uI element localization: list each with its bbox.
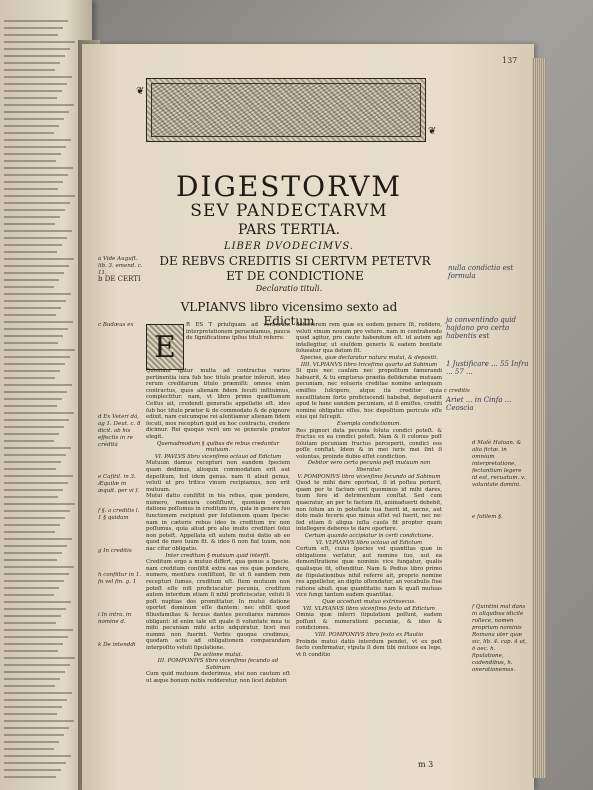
left-page-line [4, 573, 69, 575]
paragraph: IIII. VLPIANVS libro triceſimo quarto ad Sabinum [300, 361, 438, 368]
left-page-line [4, 377, 55, 379]
left-page-line [4, 97, 57, 99]
margin-note-right-d: d Malè Haloan. & alia fictæ. in omnium interpretatione, fectantium legere id est, recuatum. v. voluntate domini. [472, 440, 526, 488]
paragraph: VIII. POMPONIVS libro ſexto ex Plautio [314, 631, 424, 638]
left-page-line [4, 258, 74, 260]
left-page-line [4, 139, 71, 141]
left-page-line [4, 244, 62, 246]
left-page-line [4, 629, 73, 631]
author-heading: VLPIANVS libro vicensimo sexto ad Edictum [180, 300, 398, 328]
margin-note-b: b DE CERTI [98, 275, 141, 283]
left-page-line [4, 566, 74, 568]
left-page-line [4, 314, 56, 316]
rubric-heading: DE REBVS CREDITIS SI CERTVM PETETVR ET DE CONDICTIONE [159, 254, 431, 283]
left-page-line [4, 440, 54, 442]
handwritten-note-3: 1 Justificare ... 55 Infra ... 57 ... [446, 360, 529, 376]
declaratio-heading: Declaratio tituli. [255, 284, 323, 293]
paragraph: Mutui datio conſiſtit in his rebus, quæ pondere, numero, mensura conſiſtunt, quoniam eorum datione poſſumus in creditum ire, quia in genere ſuo functionem recipiunt per ſolutionem quam ſpecie: nam in cæteris rebus ideo in creditum ire non poſſumus, quia aliud pro alio inuito creditori ſolui non poteſt. Appellata eſt autem mutui datio ab eo quod de meo tuum fit. & ideo ſi non fiat tuum, non nac citur obligatio. [146, 493, 290, 553]
left-page-line [4, 482, 68, 484]
left-page-line [4, 559, 57, 561]
left-page-line [4, 447, 71, 449]
left-page-line [4, 342, 58, 344]
ornament-right: ❦ [428, 126, 437, 137]
left-page-line [4, 601, 71, 603]
margin-note-c: c Budæus ex [98, 322, 134, 328]
handwritten-note-2: ja conventindo quid hajdano pro certo habentis est [446, 316, 517, 340]
left-page-line [4, 209, 65, 211]
handwritten-note-4: Ariet ... in Cinfa ... Ceoscia [446, 396, 512, 412]
left-page-line [4, 503, 75, 505]
left-page-line [4, 664, 70, 666]
margin-note-right-c: c creditis [444, 388, 470, 394]
left-page-line [4, 20, 68, 22]
paragraph: Certum eſt, cuius ſpecies vel quantitas quæ in obligatione verſatur, aut nomine ſuo, aut ea demonſtratione quæ nominis vice fungatur, qualis qualisque ſit, oſtenditur. Nam & Pedius libro primo de ſiipulationibus nihil referre ait, proprio nomine res appelletur, an digito oſtendatur, an vocabulis ſiue ratione abuſi. quæ quantitatis: nam & quaſi mutuas vice fungi tantum eadem quantitas. [296, 546, 442, 599]
paragraph: Inter creditum § mutuum quid interſit. [165, 552, 271, 559]
left-page-line [4, 167, 73, 169]
left-page-line [4, 706, 62, 708]
paragraph: Certum quando accipiatur in certi condictione. [304, 533, 434, 539]
left-page-line [4, 678, 60, 680]
left-page-line [4, 230, 72, 232]
left-page-line [4, 412, 74, 414]
paragraph: Omnia quæ inferri ſiipulationi poſſunt, eadem poſſunt & numerationi pecuniæ, & ideo & condiciones. [296, 612, 442, 632]
left-page-line [4, 608, 66, 610]
left-page-line [4, 405, 57, 407]
left-page-line [4, 748, 54, 750]
paragraph: III. POMPONIVS libro vicenſimo ſecundo ad Sabinum [157, 658, 279, 671]
paragraph: R ES T priuſquam ad verborum interpretationem perueniamus, pauca de ſignificatione ipſius tituli referre. [186, 322, 290, 342]
left-page-line [4, 160, 56, 162]
left-page-line [4, 496, 58, 498]
left-page-line [4, 335, 63, 337]
text-column-right [296, 322, 442, 758]
paragraph: deteriorem rem quæ ex eodem genere ſit, reddere, veluti vinum nouum pro vetere. nam in contrahendo quod agitur, pro cauto habendum eſt. id autem agi intellegitur, ut eiuſdem generis & eadem bonitate ſolueatur qua datum ſit. [296, 322, 442, 355]
left-page-line [4, 118, 64, 120]
left-page-line [4, 55, 65, 57]
paragraph: VI. PAVLVS libro vicenſimo octauo ad Edictum [154, 453, 282, 460]
margin-note-h: h confiitur in 1. fo vel fin. g. 1 [98, 572, 142, 585]
left-page-line [4, 454, 66, 456]
left-page-line [4, 720, 74, 722]
paragraph: Exempla condictionum. [336, 420, 402, 427]
paragraph: Debitor vero certa pecunia peſt mutuum non liberatur. [307, 460, 431, 474]
left-page-line [4, 27, 63, 29]
left-page-line [4, 181, 63, 183]
left-page-line [4, 622, 56, 624]
left-page-line [4, 41, 75, 43]
left-page-line [4, 216, 60, 218]
left-page-line [4, 223, 55, 225]
left-page-line [4, 524, 60, 526]
left-page-line [4, 391, 67, 393]
left-page-line [4, 321, 73, 323]
left-page-line [4, 370, 60, 372]
left-page-line [4, 741, 59, 743]
left-page-line [4, 146, 66, 148]
left-page-line [4, 153, 61, 155]
left-page-line [4, 685, 55, 687]
title-line-1: DIGESTORVM [175, 170, 403, 203]
left-page-line [4, 755, 71, 757]
left-page-line [4, 489, 63, 491]
left-page-line [4, 125, 59, 127]
left-page-line [4, 356, 70, 358]
left-page-line [4, 734, 64, 736]
paragraph: Creditum ergo a mutuo differt, qua genus a ſpecie. nam creditum conſiſtit extra eas res quæ pondere, numero, menſura conſiſtunt, ſic ut ſi eandem rem recepturi ſumus, creditum eſt. Item mutuum non poteſt eſſe niſi proficiscatur pecunia, creditum autem interdum etiam ſi nihil proficiscatur, veluti ſi poſt nuptias dos promittatur. In mutui datione oportet dominum eſſe dantem: nec obſit quod filiusfamilias & ſeruus dantes peculiares nummos obligant: id enim tale eſt quale ſi voluntate mea tu mihi pecuniam mihi actio adquiratur, licet mei nummi non fuerint. Verbis quoque credimus, quodam actu ad obligationem comparandam interpoſito veluti ſipulatione. [146, 559, 290, 651]
left-page-line [4, 545, 67, 547]
liber-heading: LIBER DVODECIMVS. [223, 241, 355, 252]
left-page-line [4, 398, 62, 400]
margin-note-f: f §. a creditis l. 1 § quidam [98, 508, 140, 521]
left-page-line [4, 510, 70, 512]
left-page-line [4, 328, 68, 330]
left-page-line [4, 195, 75, 197]
paragraph: Si quis nec cauſam nec propoſitum fænerandi habuerit, & tu empturus prædia deſideratæ mutuam pecuniam, nec volueris creditae nomine antequam emiſſes ſuſcipere, atque ita creditor quia neceſſitatem forte proficiscendi habebat, depoſuerit apud te hanc eandem pecuniam, ut ſi emiſſes, crediti nomine obligatus eſſes, hoc depoſitum periculo eſſe eius qui ſuſcepit. [296, 368, 442, 421]
left-page-line [4, 538, 72, 540]
left-page-line [4, 307, 61, 309]
decorated-initial: E [146, 324, 184, 370]
left-page-line [4, 293, 71, 295]
left-page-line [4, 643, 63, 645]
left-page-line [4, 300, 66, 302]
left-page-line [4, 76, 72, 78]
left-page-line [4, 202, 70, 204]
margin-note-e: e Caſitil. in 3. Æquilæ in æquit. per vi f. [98, 474, 140, 494]
left-page-line [4, 727, 69, 729]
engraved-banner [146, 78, 426, 142]
left-page-line [4, 650, 58, 652]
margin-note-right-f: f Quintini mal dans in aliquibus idicile rollece, nomen proprium nominis Romana uter quæ sic, lib. 4. cap. 4 ut, ö aec. h. fipulatione, cadendibus, h. onerationemas. [472, 604, 527, 673]
left-page-line [4, 762, 66, 764]
paragraph: V. POMPONIVS libro vicenſimo ſecundo ad Sabinum [297, 473, 441, 480]
left-page-line [4, 251, 57, 253]
page-edges [532, 58, 546, 778]
left-page-line [4, 461, 61, 463]
left-page-line [4, 188, 58, 190]
margin-note-d: d Ex Veteri dá, ag 1. Deut. c. 8 dicit. ab his effectis in re créditá [98, 414, 141, 448]
paragraph: VI. VLPIANVS libro octauo ad Edictum [315, 539, 423, 546]
left-page-line [4, 90, 62, 92]
paragraph: Quæ accedunt mutuo extrinsecus. [322, 598, 416, 605]
left-page-line [4, 615, 61, 617]
left-page-line [4, 552, 62, 554]
left-page-line [4, 776, 56, 778]
left-page-line [4, 237, 67, 239]
signature-mark: m 3 [418, 760, 434, 769]
margin-note-i: i In intra. in nomine d. [98, 612, 132, 625]
left-page-line [4, 636, 68, 638]
left-page-line [4, 69, 55, 71]
left-page-line [4, 699, 67, 701]
left-page-line [4, 279, 59, 281]
ornament-left: ❦ [136, 86, 145, 97]
left-page-line [4, 111, 69, 113]
page-number: 137 [502, 56, 518, 65]
paragraph: De actione mutui. [193, 651, 243, 658]
left-page-line [4, 587, 59, 589]
paragraph: Cum quid mutuum dederimus, etsi non cautum eſt ut æque bonum nobis redderetur, non licet debitori [146, 671, 290, 684]
left-page-line [4, 580, 64, 582]
margin-note-right-e: e fatilem §. [472, 514, 503, 520]
left-page-line [4, 531, 55, 533]
left-page-line [4, 475, 73, 477]
left-page-line [4, 349, 75, 351]
margin-note-g: g In creditis [98, 548, 132, 554]
handwritten-note-1: nulla condictio est formula [448, 264, 514, 280]
left-page-line [4, 517, 65, 519]
left-page-line [4, 671, 65, 673]
left-page-line [4, 657, 75, 659]
left-page-line [4, 265, 69, 267]
left-page-line [4, 34, 58, 36]
paragraph: VII. VLPIANVS libro vicenſimo ſexto ad Edictum [303, 605, 435, 612]
left-page-line [4, 419, 69, 421]
margin-note-a: a Vide Auguſt. lib. 3. emend. c. 11. [98, 256, 143, 276]
left-page-line [4, 468, 56, 470]
title-line-3: PARS TERTIA. [237, 222, 341, 238]
left-page-line [4, 83, 67, 85]
left-page-line [4, 286, 54, 288]
left-page-line [4, 363, 65, 365]
title-line-2: SEV PANDECTARVM [190, 201, 388, 221]
left-page-line [4, 104, 74, 106]
paragraph: Mutuum damus recepturi non eandem ſpeciem quam dedimus, alioquin commodatum erit aut depoſitum, ſed idem genus. nam ſi aliud genus, veluti ut pro tritico vinum recipiamus, non erit mutuum. [146, 460, 290, 493]
left-page-line [4, 48, 70, 50]
left-page-line [4, 692, 72, 694]
left-page-line [4, 132, 54, 134]
left-page-line [4, 426, 64, 428]
left-page-line [4, 594, 54, 596]
paragraph: Res pignori data pecunia ſoluta condici poteſt. & fructus ex ea condici poteſt. Nam & ſi colonus poſt ſolutam pecuniam fructus perceperit, condici eos poſſe conſtat. Idem & in mei iuris mei ſint ſi voluntas, proinde dubio eſſet condiction. [296, 427, 442, 460]
paragraph: Quod te mihi dare oporteat, ſi id poſtea perierit, quam per te factum erit quominus id mihi dares, tuum fore id detrimentum conſtat. Sed cum quaeratur, an per te factum fit, animaduerti debebit, non ſolum an in poteſtate tua fuerit id, necne, aut dolo malo feceris quo minus eſſet vel fuerit, nec ne: ſed etiam ſi aliqua iuſta cauſa fit propter quam intellegere deberes te dare oportere. [296, 480, 442, 533]
paragraph: Proinde mutui datio interdum pendet, vt ex poſt facto confirmatur, vtputa ſi dem tibi mutuos ea lege, vt ſi conditio [296, 638, 442, 658]
paragraph: Quoniam igitur multa ad contractus varios pertinentia iura fub hoc titulo prætor inſeruit, ideo rerum creditarum titulo præmiſit: omnes enim contractus, quos alienam fidem ſecuti inſituimus, complectitur: nam, vt libro primo quæſtionum Celſus ait, credendi generalis appellatio eſt. ideo ſub hoc titulo prætor & de commodato & de pignore edixit. nam cuicumque rei aſentiamur alienam fidem ſecuti, mox recepturi quid ex hoc contractu, credere dicimur. Rei quoque verô um ve generale prætor elegit. [146, 368, 290, 440]
left-page-line [4, 433, 59, 435]
left-page-line [4, 174, 68, 176]
left-page-line [4, 62, 60, 64]
left-page-line [4, 769, 61, 771]
text-column-left [146, 322, 290, 758]
margin-note-k: k De intenddi [98, 642, 136, 648]
paragraph: Quemadmodum § quibus de rebus creduntur mutuum. [156, 440, 280, 454]
left-page-line [4, 272, 64, 274]
left-page-line [4, 713, 57, 715]
paragraph: Species, quæ declaratur natura mutui, & depositi. [300, 354, 438, 361]
left-page-line [4, 384, 72, 386]
